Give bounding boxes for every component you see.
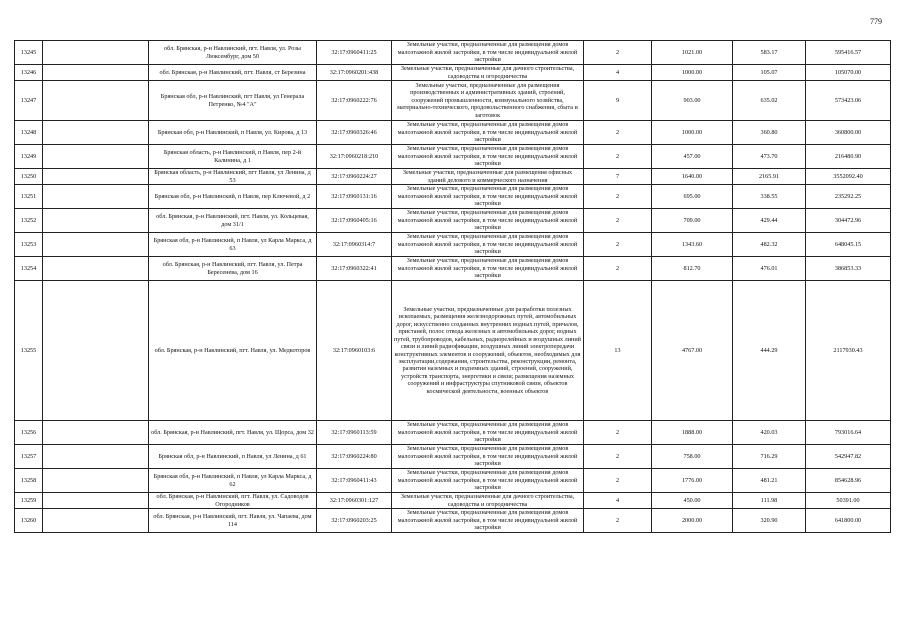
row-id: 13255 — [15, 281, 43, 421]
row-id: 13249 — [15, 145, 43, 169]
row-id: 13254 — [15, 257, 43, 281]
area-cell: 1343.60 — [652, 233, 733, 257]
area-cell: 1888.00 — [652, 421, 733, 445]
address-cell: обл. Брянская, р-н Навлинский, пгт. Навля, ул. Садоводов Огородников — [149, 493, 317, 509]
cadastral-number-cell: 32:17:0960301:127 — [317, 493, 392, 509]
address-cell: Брянская область, р-н Навлинский, пгт Навля, ул Ленина, д 53 — [149, 169, 317, 185]
cadastral-value-cell: 854628.96 — [806, 469, 891, 493]
cadastral-value-cell: 386853.33 — [806, 257, 891, 281]
area-cell: 450.00 — [652, 493, 733, 509]
cadastral-rate-cell: 2165.91 — [733, 169, 806, 185]
land-purpose-cell: Земельные участки, предназначенные для размещения домов малоэтажной жилой застройки, в том числе индивидуальной жилой застройки — [392, 421, 584, 445]
area-cell: 4767.00 — [652, 281, 733, 421]
cadastral-rate-cell: 105.07 — [733, 65, 806, 81]
area-cell: 695.00 — [652, 185, 733, 209]
gap-cell — [43, 81, 149, 121]
cadastral-number-cell: 32:17:0960411:43 — [317, 469, 392, 493]
address-cell: обл. Брянская, р-н Навлинский, пгт. Навля, ул. Розы Люксембург, дом 50 — [149, 41, 317, 65]
cadastral-number-cell: 32:17:0960103:6 — [317, 281, 392, 421]
cadastral-value-cell: 360800.00 — [806, 121, 891, 145]
table-row — [15, 41, 891, 65]
cadastral-value-cell: 105070.00 — [806, 65, 891, 81]
address-cell: Брянская обл, р-н Навлинский, п Навля, ул Карла Маркса, д 62 — [149, 469, 317, 493]
area-cell: 1776.00 — [652, 469, 733, 493]
address-cell: обл. Брянская, р-н Навлинский, пгт. Навля, ул. Медкоторов — [149, 281, 317, 421]
cadastral-rate-cell: 481.21 — [733, 469, 806, 493]
address-cell: обл. Брянская, р-н Навлинский, пгт. Навля, ул. Чапаева, дом 114 — [149, 509, 317, 533]
cadastral-value-cell: 595416.57 — [806, 41, 891, 65]
land-purpose-cell: Земельные участки, предназначенные для дачного строительства, садоводства и огородничества — [392, 65, 584, 81]
area-cell: 812.70 — [652, 257, 733, 281]
group-cell: 2 — [584, 233, 652, 257]
address-cell: Брянская обл, р-н Навлинский, п Навля, ул Карла Маркса, д 63 — [149, 233, 317, 257]
cadastral-value-cell: 216480.90 — [806, 145, 891, 169]
cadastral-number-cell: 32:17:0960322:41 — [317, 257, 392, 281]
land-purpose-cell: Земельные участки, предназначенные для размещения домов малоэтажной жилой застройки, в том числе индивидуальной жилой застройки — [392, 41, 584, 65]
cadastral-rate-cell: 482.32 — [733, 233, 806, 257]
group-cell: 2 — [584, 509, 652, 533]
cadastral-rate-cell: 420.03 — [733, 421, 806, 445]
cadastral-rate-cell: 360.80 — [733, 121, 806, 145]
row-id: 13252 — [15, 209, 43, 233]
table-row — [15, 209, 891, 233]
gap-cell — [43, 121, 149, 145]
group-cell: 9 — [584, 81, 652, 121]
row-id: 13253 — [15, 233, 43, 257]
gap-cell — [43, 257, 149, 281]
group-cell: 4 — [584, 65, 652, 81]
row-id: 13250 — [15, 169, 43, 185]
cadastral-rate-cell: 444.29 — [733, 281, 806, 421]
cadastral-rate-cell: 473.70 — [733, 145, 806, 169]
cadastral-rate-cell: 338.55 — [733, 185, 806, 209]
cadastral-number-cell: 32:17:0960222:76 — [317, 81, 392, 121]
table-row — [15, 185, 891, 209]
gap-cell — [43, 145, 149, 169]
cadastral-value-cell: 235292.25 — [806, 185, 891, 209]
table-row — [15, 145, 891, 169]
area-cell: 1021.00 — [652, 41, 733, 65]
cadastral-number-cell: 32:17:0960218:210 — [317, 145, 392, 169]
address-cell: обл. Брянская, р-н Навлинский, пгт. Навля, ул. Кольцевая, дом 31/1 — [149, 209, 317, 233]
cadastral-rate-cell: 583.17 — [733, 41, 806, 65]
cadastral-number-cell: 32:17:0960326:46 — [317, 121, 392, 145]
table-row — [15, 509, 891, 533]
land-purpose-cell: Земельные участки, предназначенные для размещения домов малоэтажной жилой застройки, в том числе индивидуальной жилой застройки — [392, 509, 584, 533]
land-purpose-cell: Земельные участки, предназначенные для размещения домов малоэтажной жилой застройки, в том числе индивидуальной жилой застройки — [392, 121, 584, 145]
area-cell: 1640.00 — [652, 169, 733, 185]
cadastral-value-cell: 542947.82 — [806, 445, 891, 469]
address-cell: обл. Брянская, р-н Навлинский, пгт. Навля, ст Березина — [149, 65, 317, 81]
area-cell: 457.00 — [652, 145, 733, 169]
group-cell: 2 — [584, 445, 652, 469]
address-cell: Брянская обл, р-н Навлинский, п Навля, ул. Кирова, д 13 — [149, 121, 317, 145]
group-cell: 2 — [584, 41, 652, 65]
area-cell: 903.00 — [652, 81, 733, 121]
table-row — [15, 281, 891, 421]
gap-cell — [43, 169, 149, 185]
cadastral-value-cell: 3552092.40 — [806, 169, 891, 185]
table-row — [15, 65, 891, 81]
address-cell: Брянская обл, р-н Навлинский, пгт Навля, ул Генерала Петренко, №4 "А" — [149, 81, 317, 121]
cadastral-value-cell: 793016.64 — [806, 421, 891, 445]
row-id: 13260 — [15, 509, 43, 533]
land-purpose-cell: Земельные участки, предназначенные для размещения домов малоэтажной жилой застройки, в том числе индивидуальной жилой застройки — [392, 257, 584, 281]
cadastral-value-cell: 641800.00 — [806, 509, 891, 533]
gap-cell — [43, 209, 149, 233]
cadastral-number-cell: 32:17:0960203:25 — [317, 509, 392, 533]
group-cell: 2 — [584, 121, 652, 145]
address-cell: Брянская обл, р-н Навлинский, п Навля, пер Ключевой, д 2 — [149, 185, 317, 209]
land-registry-table — [14, 40, 891, 533]
cadastral-rate-cell: 111.98 — [733, 493, 806, 509]
group-cell: 2 — [584, 257, 652, 281]
group-cell: 4 — [584, 493, 652, 509]
cadastral-rate-cell: 716.29 — [733, 445, 806, 469]
cadastral-number-cell: 32:17:0960131:16 — [317, 185, 392, 209]
cadastral-number-cell: 32:17:0960405:16 — [317, 209, 392, 233]
address-cell: Брянская область, р-н Навлинский, п Навля, пер 2-й Калинина, д 1 — [149, 145, 317, 169]
gap-cell — [43, 493, 149, 509]
cadastral-number-cell: 32:17:0960113:59 — [317, 421, 392, 445]
land-purpose-cell: Земельные участки, предназначенные для размещения производственных и административных зданий, строений, сооружений промышленности, коммунального хозяйства, материально-технического, продовольственного снабжения, сбыта и заготовок — [392, 81, 584, 121]
group-cell: 2 — [584, 145, 652, 169]
table-row — [15, 257, 891, 281]
row-id: 13258 — [15, 469, 43, 493]
land-purpose-cell: Земельные участки, предназначенные для размещения домов малоэтажной жилой застройки, в том числе индивидуальной жилой застройки — [392, 185, 584, 209]
gap-cell — [43, 469, 149, 493]
cadastral-rate-cell: 320.90 — [733, 509, 806, 533]
gap-cell — [43, 445, 149, 469]
page-number: 779 — [870, 17, 882, 26]
address-cell: Брянская обл, р-н Навлинский, п Навля, ул Ленина, д 61 — [149, 445, 317, 469]
group-cell: 2 — [584, 469, 652, 493]
land-purpose-cell: Земельные участки, предназначенные для размещения домов малоэтажной жилой застройки, в том числе индивидуальной жилой застройки — [392, 209, 584, 233]
cadastral-number-cell: 32:17:0960201:438 — [317, 65, 392, 81]
gap-cell — [43, 233, 149, 257]
table-row — [15, 421, 891, 445]
address-cell: обл. Брянская, р-н Навлинский, пгт. Навля, ул. Петра Бересенева, дом 16 — [149, 257, 317, 281]
table-row — [15, 445, 891, 469]
cadastral-value-cell: 2117930.43 — [806, 281, 891, 421]
row-id: 13248 — [15, 121, 43, 145]
group-cell: 2 — [584, 209, 652, 233]
area-cell: 1000.00 — [652, 121, 733, 145]
gap-cell — [43, 421, 149, 445]
gap-cell — [43, 185, 149, 209]
land-purpose-cell: Земельные участки, предназначенные для разработки полезных ископаемых, размещения железнодорожных путей, автомобильных дорог, искусственно созданных внутренних водных путей, причалов, пристаней, полос отвода железных и автомобильных дорог, водных путей, трубопроводов, кабельных, радиорелейных и воздушных линий связи и линий радиофикации, воздушных линий электропередачи конструктивных элементов и сооружений, объектов, необходимых для эксплуатации,содержания, строительства, реконструкции, ремонта, развития наземных и подземных зданий, строений, сооружений, устройств транспорта, энергетики и связи; размещения наземных сооружений и инфраструктуры спутниковой связи, объектов космической деятельности, военных объектов — [392, 281, 584, 421]
land-purpose-cell: Земельные участки, предназначенные для размещения домов малоэтажной жилой застройки, в том числе индивидуальной жилой застройки — [392, 233, 584, 257]
cadastral-number-cell: 32:17:0960411:25 — [317, 41, 392, 65]
group-cell: 2 — [584, 185, 652, 209]
gap-cell — [43, 41, 149, 65]
row-id: 13251 — [15, 185, 43, 209]
land-purpose-cell: Земельные участки, предназначенные для дачного строительства, садоводства и огородничества — [392, 493, 584, 509]
table-row — [15, 169, 891, 185]
group-cell: 13 — [584, 281, 652, 421]
cadastral-rate-cell: 635.02 — [733, 81, 806, 121]
cadastral-number-cell: 32:17:0960224:80 — [317, 445, 392, 469]
cadastral-value-cell: 573423.06 — [806, 81, 891, 121]
table-row — [15, 121, 891, 145]
cadastral-rate-cell: 476.01 — [733, 257, 806, 281]
gap-cell — [43, 65, 149, 81]
group-cell: 2 — [584, 421, 652, 445]
land-purpose-cell: Земельные участки, предназначенные для размещения домов малоэтажной жилой застройки, в том числе индивидуальной жилой застройки — [392, 445, 584, 469]
area-cell: 2000.00 — [652, 509, 733, 533]
cadastral-value-cell: 50391.00 — [806, 493, 891, 509]
area-cell: 1000.00 — [652, 65, 733, 81]
gap-cell — [43, 281, 149, 421]
area-cell: 709.00 — [652, 209, 733, 233]
row-id: 13245 — [15, 41, 43, 65]
row-id: 13257 — [15, 445, 43, 469]
gap-cell — [43, 509, 149, 533]
row-id: 13259 — [15, 493, 43, 509]
cadastral-value-cell: 648045.15 — [806, 233, 891, 257]
land-purpose-cell: Земельные участки, предназначенные для размещения офисных зданий делового и коммерческого назначения — [392, 169, 584, 185]
cadastral-rate-cell: 429.44 — [733, 209, 806, 233]
cadastral-number-cell: 32:17:0960224:27 — [317, 169, 392, 185]
row-id: 13256 — [15, 421, 43, 445]
group-cell: 7 — [584, 169, 652, 185]
row-id: 13247 — [15, 81, 43, 121]
area-cell: 758.00 — [652, 445, 733, 469]
table-row — [15, 233, 891, 257]
row-id: 13246 — [15, 65, 43, 81]
table-row — [15, 81, 891, 121]
cadastral-value-cell: 304472.96 — [806, 209, 891, 233]
table-row — [15, 469, 891, 493]
cadastral-number-cell: 32:17:0960314:7 — [317, 233, 392, 257]
land-purpose-cell: Земельные участки, предназначенные для размещения домов малоэтажной жилой застройки, в том числе индивидуальной жилой застройки — [392, 145, 584, 169]
land-purpose-cell: Земельные участки, предназначенные для размещения домов малоэтажной жилой застройки, в том числе индивидуальной жилой застройки — [392, 469, 584, 493]
address-cell: обл. Брянская, р-н Навлинский, пгт. Навля, ул. Щорса, дом 32 — [149, 421, 317, 445]
table-row — [15, 493, 891, 509]
